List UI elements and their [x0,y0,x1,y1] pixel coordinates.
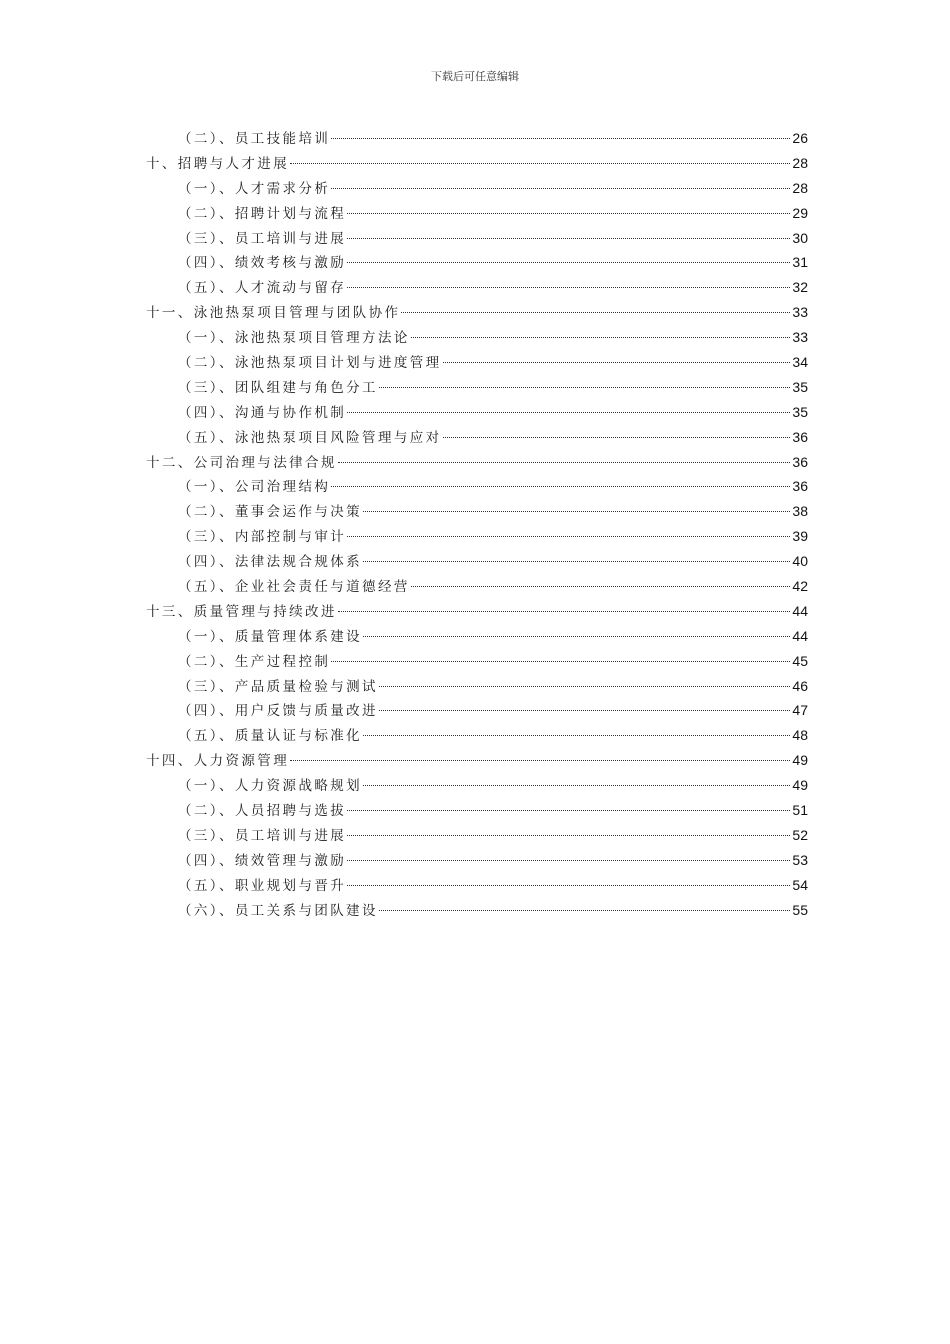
toc-entry-page: 28 [792,154,808,171]
toc-entry-title: （三）、内部控制与审计 [178,529,347,546]
toc-dot-leader [443,437,791,438]
toc-entry-page: 44 [792,627,808,644]
toc-entry-page: 33 [792,304,808,321]
toc-entry-title: （三）、团队组建与角色分工 [178,379,378,396]
toc-entry-page: 42 [792,578,808,595]
toc-dot-leader [347,213,790,214]
toc-entry-page: 26 [792,130,808,146]
toc-entry[interactable] [146,898,808,923]
toc-entry-title: （五）、质量认证与标准化 [178,728,363,745]
toc-entry[interactable] [146,201,808,226]
toc-entry[interactable] [146,250,808,275]
toc-dot-leader [347,262,790,263]
toc-entry-title: （二）、招聘计划与流程 [178,205,347,222]
toc-dot-leader [338,462,791,463]
toc-dot-leader [347,885,790,886]
toc-entry[interactable] [146,748,808,773]
toc-dot-leader [331,138,790,139]
toc-entry[interactable] [146,375,808,400]
toc-dot-leader [401,312,790,313]
toc-entry-title: （四）、用户反馈与质量改进 [178,703,378,720]
toc-entry-page: 36 [792,428,808,445]
toc-dot-leader [363,561,790,562]
toc-dot-leader [347,810,790,811]
toc-entry[interactable] [146,400,808,425]
toc-dot-leader [331,486,790,487]
toc-entry[interactable] [146,300,808,325]
toc-entry-title: （四）、沟通与协作机制 [178,404,347,421]
toc-entry[interactable] [146,624,808,649]
toc-entry-page: 53 [792,851,808,868]
toc-entry-page: 55 [792,901,808,918]
toc-entry-page: 52 [792,826,808,843]
toc-entry[interactable] [146,524,808,549]
toc-dot-leader [347,835,790,836]
toc-dot-leader [363,785,790,786]
toc-entry-page: 51 [792,802,808,819]
toc-entry-page: 47 [792,702,808,719]
toc-dot-leader [347,536,790,537]
toc-entry-page: 46 [792,677,808,694]
toc-entry-title: （二）、董事会运作与决策 [178,504,363,521]
toc-entry-title: （二）、员工技能培训 [178,131,331,147]
toc-entry-title: （二）、人员招聘与选拔 [178,803,347,820]
toc-entry-title: 十二、公司治理与法律合规 [146,454,337,471]
toc-dot-leader [363,735,790,736]
toc-entry-title: （二）、生产过程控制 [178,653,331,670]
toc-dot-leader [347,238,790,239]
toc-dot-leader [443,362,791,363]
toc-dot-leader [347,860,790,861]
toc-entry-page: 38 [792,503,808,520]
toc-dot-leader [379,686,790,687]
toc-entry[interactable] [146,275,808,300]
toc-dot-leader [290,163,790,164]
toc-entry[interactable] [146,226,808,251]
toc-entry-page: 35 [792,378,808,395]
toc-entry-page: 36 [792,478,808,495]
toc-entry-title: （一）、人力资源战略规划 [178,778,363,795]
toc-entry-title: （一）、公司治理结构 [178,479,331,496]
toc-entry-page: 54 [792,876,808,893]
toc-entry-page: 44 [792,602,808,619]
toc-entry[interactable] [146,425,808,450]
toc-dot-leader [411,586,791,587]
toc-entry[interactable] [146,698,808,723]
toc-entry-title: 十四、人力资源管理 [146,753,290,770]
toc-dot-leader [379,910,790,911]
toc-entry[interactable] [146,350,808,375]
toc-entry[interactable] [146,176,808,201]
toc-dot-leader [363,636,790,637]
toc-entry[interactable] [146,474,808,499]
toc-dot-leader [363,511,790,512]
toc-entry-title: （三）、员工培训与进展 [178,827,347,844]
toc-entry-title: （一）、质量管理体系建设 [178,628,363,645]
toc-entry[interactable] [146,773,808,798]
toc-entry[interactable] [146,325,808,350]
toc-dot-leader [331,661,790,662]
toc-entry-page: 34 [792,354,808,371]
toc-entry[interactable] [146,848,808,873]
toc-entry-title: 十、招聘与人才进展 [146,155,290,172]
toc-entry-page: 48 [792,727,808,744]
toc-entry-page: 49 [792,777,808,794]
toc-entry[interactable] [146,450,808,475]
toc-entry[interactable] [146,674,808,699]
toc-entry-page: 35 [792,403,808,420]
toc-entry-title: （五）、人才流动与留存 [178,280,347,297]
toc-entry-page: 30 [792,229,808,246]
toc-dot-leader [379,710,790,711]
toc-entry[interactable] [146,549,808,574]
toc-dot-leader [411,337,791,338]
toc-entry[interactable] [146,499,808,524]
toc-entry-page: 32 [792,279,808,296]
toc-entry-title: （四）、绩效管理与激励 [178,852,347,869]
toc-entry[interactable] [146,599,808,624]
toc-entry-page: 49 [792,752,808,769]
toc-entry-page: 45 [792,652,808,669]
toc-entry-page: 33 [792,329,808,346]
toc-entry[interactable] [146,151,808,176]
toc-entry[interactable] [146,798,808,823]
toc-entry[interactable] [146,823,808,848]
toc-dot-leader [331,188,790,189]
toc-entry-title: （一）、泳池热泵项目管理方法论 [178,330,410,347]
toc-entry-title: （四）、法律法规合规体系 [178,554,363,571]
toc-dot-leader [379,387,790,388]
toc-entry-page: 36 [792,453,808,470]
toc-entry-title: 十一、泳池热泵项目管理与团队协作 [146,305,401,322]
toc-entry-page: 28 [792,179,808,196]
toc-entry-page: 29 [792,204,808,221]
toc-dot-leader [338,611,791,612]
toc-entry-title: （五）、泳池热泵项目风险管理与应对 [178,429,442,446]
toc-dot-leader [347,287,790,288]
toc-entry-page: 40 [792,553,808,570]
toc-entry-page: 31 [792,254,808,271]
toc-entry-title: （二）、泳池热泵项目计划与进度管理 [178,355,442,372]
toc-dot-leader [290,760,790,761]
toc-entry-page: 39 [792,528,808,545]
toc-entry-title: （一）、人才需求分析 [178,180,331,197]
toc-entry[interactable] [146,873,808,898]
toc-entry[interactable] [146,723,808,748]
toc-entry-title: （三）、员工培训与进展 [178,230,347,247]
toc-entry-title: （六）、员工关系与团队建设 [178,902,378,919]
page-header-note: 下载后可任意编辑 [431,70,519,83]
toc-entry-title: （三）、产品质量检验与测试 [178,678,378,695]
toc-dot-leader [347,412,790,413]
toc-entry-title: （五）、职业规划与晋升 [178,877,347,894]
toc-entry[interactable] [146,126,808,151]
table-of-contents [146,126,808,923]
toc-entry[interactable] [146,574,808,599]
toc-entry-title: 十三、质量管理与持续改进 [146,603,337,620]
toc-entry-title: （四）、绩效考核与激励 [178,255,347,272]
toc-entry-title: （五）、企业社会责任与道德经营 [178,579,410,596]
toc-entry[interactable] [146,649,808,674]
